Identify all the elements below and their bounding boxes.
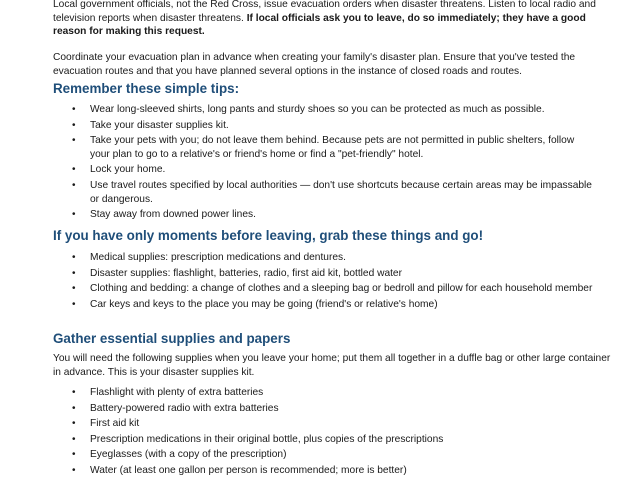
bullet-icon: • [72,449,76,461]
bullet-icon: • [72,418,76,430]
list-item: • Eyeglasses (with a copy of the prescription) [72,449,287,461]
list-item: • First aid kit [72,418,140,430]
list-item: • Prescription medications in their original bottle, plus copies of the prescriptions [72,433,444,445]
list-item: • Use travel routes specified by local authorities — don't use shortcuts because certain areas may be impassable or dangerous. [72,179,592,205]
bullet-icon: • [72,433,76,445]
moments-list [53,251,593,313]
bullet-icon: • [72,179,76,191]
bullet-icon: • [72,104,76,115]
bullet-icon: • [72,298,76,310]
list-item: • Disaster supplies: flashlight, batteries, radio, first aid kit, bottled water [72,267,402,279]
list-item: • Take your pets with you; do not leave them behind. Because pets are not permitted in public shelters, follow your plan to go to a relative's or friend's home or find a "pet-friendly" hotel. [72,135,575,160]
intro-paragraph-2: Coordinate your evacuation plan in advance when creating your family's disaster plan. Ensure that you've tested the evacuation routes and that you have planned several options in the instance of closed roads and routes. [53,52,576,77]
bullet-icon: • [72,402,76,414]
bullet-icon: • [72,209,76,221]
bullet-icon: • [72,464,76,476]
supplies-intro-paragraph: You will need the following supplies when you leave your home; put them all together in a duffle bag or other large container in advance. This is your disaster supplies kit. [53,353,611,378]
intro-text: Local government officials, not the Red Cross, issue evacuation orders when disaster threatens. Listen to local radio and television reports when disaster threatens. [53,0,596,24]
list-item: • Stay away from downed power lines. [72,209,256,221]
tips-list [53,103,593,224]
list-item: • Clothing and bedding: a change of clothes and a sleeping bag or bedroll and pillow for each household member [72,283,593,295]
bullet-icon: • [72,164,76,176]
bullet-icon: • [72,267,76,279]
section-heading-tips: Remember these simple tips: [53,81,240,96]
list-item: • Flashlight with plenty of extra batteries [72,387,264,398]
supplies-list [53,386,593,480]
bullet-icon: • [72,135,76,147]
bullet-icon: • [72,283,76,295]
intro-paragraph-1 [53,0,613,39]
section-heading-moments: If you have only moments before leaving, grab these things and go! [53,228,484,243]
list-item: • Lock your home. [72,164,166,176]
list-item: • Battery-powered radio with extra batteries [72,402,279,414]
list-item: • Take your disaster supplies kit. [72,119,229,131]
bullet-icon: • [72,387,76,398]
list-item: • Wear long-sleeved shirts, long pants and sturdy shoes so you can be protected as much as possible. [72,104,545,115]
list-item: • Car keys and keys to the place you may be going (friend's or relative's home) [72,298,438,310]
bullet-icon: • [72,252,76,263]
list-item: • Medical supplies: prescription medications and dentures. [72,252,346,263]
intro-bold-text: If local officials ask you to leave, do so immediately; they have a good reason for making this request. [53,12,586,37]
list-item: • Water (at least one gallon per person is recommended; more is better) [72,464,407,476]
bullet-icon: • [72,119,76,131]
section-heading-supplies: Gather essential supplies and papers [53,331,291,346]
